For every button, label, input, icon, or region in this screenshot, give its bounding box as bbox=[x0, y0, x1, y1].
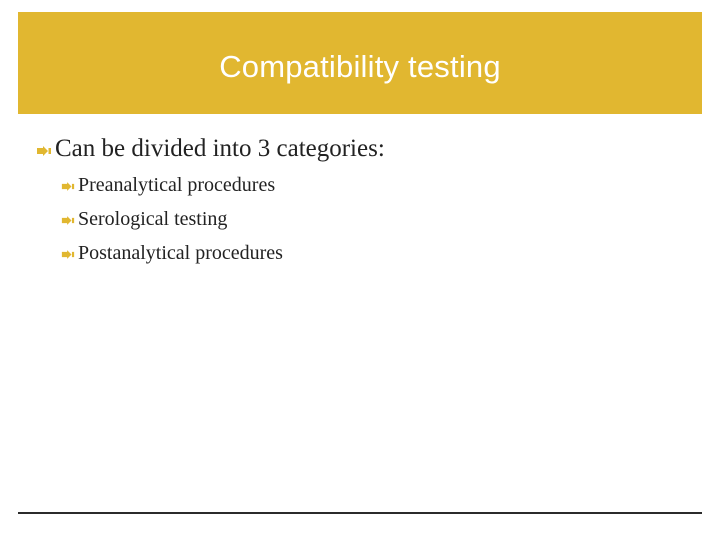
slide-content bbox=[36, 130, 686, 270]
footer-divider bbox=[18, 512, 702, 514]
slide-title: Compatibility testing bbox=[219, 49, 501, 84]
sub-bullet-text: Preanalytical procedures bbox=[78, 174, 276, 196]
sub-bullet-item bbox=[61, 168, 686, 202]
sub-bullet-item bbox=[61, 202, 686, 236]
arrow-bullet-icon bbox=[61, 182, 75, 191]
sub-bullet-item bbox=[61, 236, 686, 270]
sub-bullet-text: Serological testing bbox=[78, 208, 228, 230]
sub-bullet-text: Postanalytical procedures bbox=[78, 242, 283, 264]
arrow-bullet-icon bbox=[36, 146, 52, 156]
arrow-bullet-icon bbox=[61, 250, 75, 259]
bullet-text: Can be divided into 3 categories: bbox=[55, 135, 385, 162]
title-banner bbox=[18, 12, 702, 114]
arrow-bullet-icon bbox=[61, 216, 75, 225]
bullet-item bbox=[36, 130, 686, 168]
